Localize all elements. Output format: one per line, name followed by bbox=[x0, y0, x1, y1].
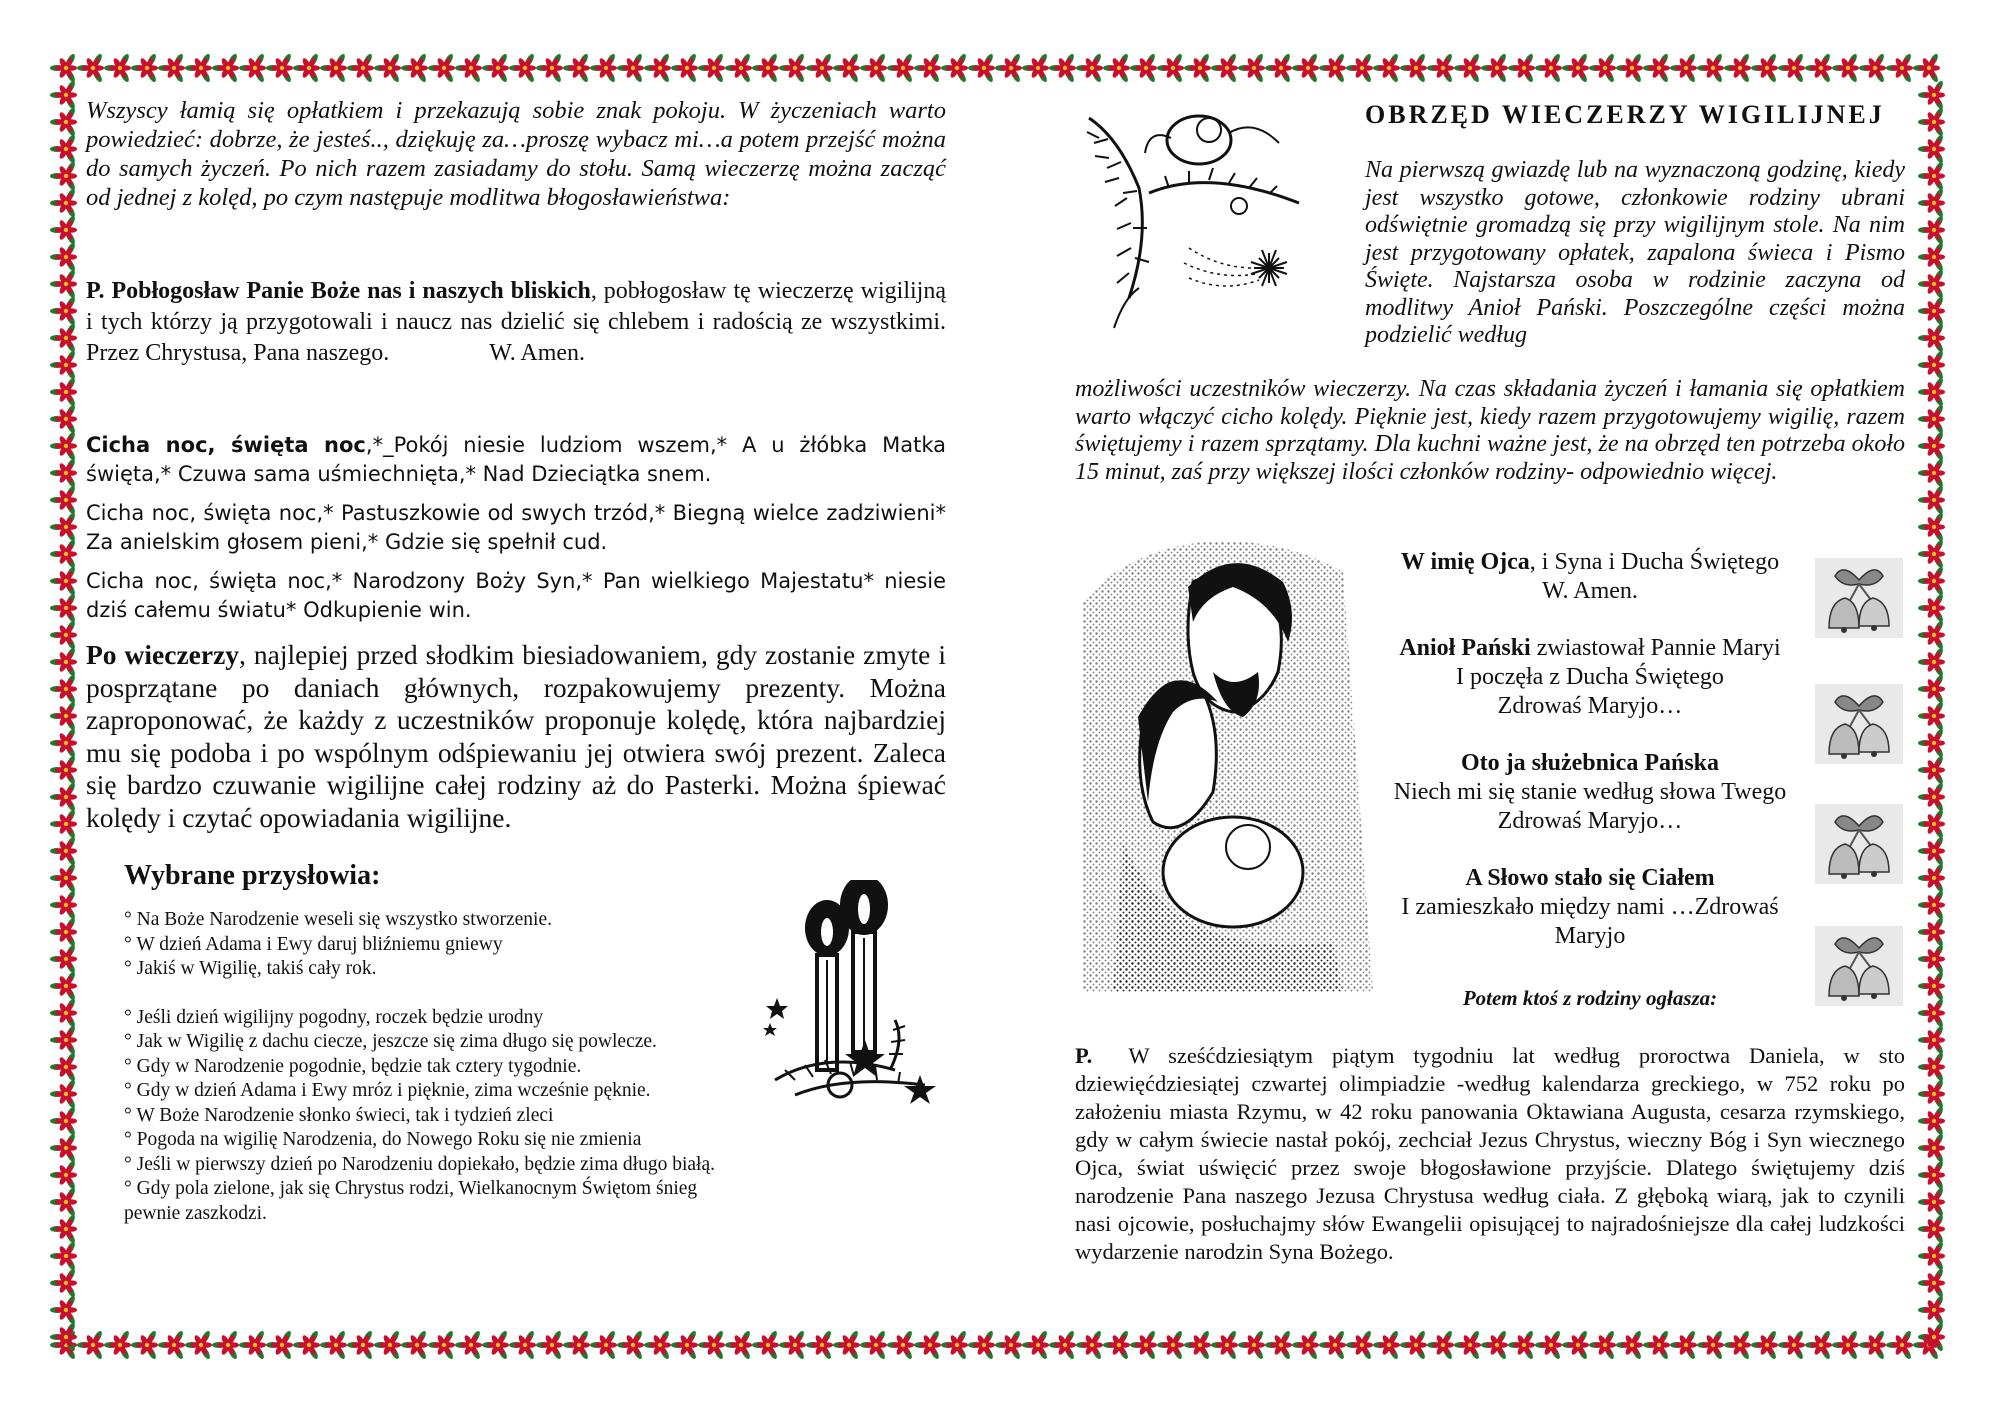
proverb-item: ° Jeśli w pierwszy dzień po Narodzeniu dopiekało, będzie zima długo białą. bbox=[124, 1153, 715, 1175]
poinsettia-icon bbox=[1346, 53, 1373, 84]
poinsettia-icon bbox=[1918, 1295, 1945, 1326]
carol-block bbox=[86, 431, 946, 625]
blessing-prayer bbox=[86, 276, 946, 369]
poinsettia-icon bbox=[1859, 53, 1886, 84]
poinsettia-icon bbox=[1918, 1214, 1945, 1245]
poinsettia-icon bbox=[1778, 53, 1805, 84]
poinsettia-icon bbox=[1535, 1330, 1562, 1361]
poinsettia-icon bbox=[77, 53, 104, 84]
poinsettia-icon bbox=[1918, 836, 1945, 867]
poinsettia-icon bbox=[1130, 53, 1157, 84]
angelus-verse-line3: Zdrowaś Maryjo… bbox=[1497, 693, 1683, 719]
poinsettia-icon bbox=[725, 53, 752, 84]
poinsettia-icon bbox=[1130, 1330, 1157, 1361]
poinsettia-icon bbox=[347, 1330, 374, 1361]
poinsettia-icon bbox=[1481, 53, 1508, 84]
poinsettia-icon bbox=[779, 1330, 806, 1361]
poinsettia-icon bbox=[1918, 593, 1945, 624]
poinsettia-icon bbox=[671, 53, 698, 84]
poinsettia-icon bbox=[1913, 53, 1940, 84]
carol-verse-1-bold: Cicha noc, święta noc bbox=[86, 433, 366, 457]
poinsettia-icon bbox=[914, 1330, 941, 1361]
poinsettia-icon bbox=[1918, 566, 1945, 597]
poinsettia-icon bbox=[1918, 134, 1945, 165]
poinsettia-icon bbox=[509, 53, 536, 84]
poinsettia-icon bbox=[1805, 1330, 1832, 1361]
poinsettia-icon bbox=[1481, 1330, 1508, 1361]
poinsettia-icon bbox=[1265, 1330, 1292, 1361]
poinsettia-icon bbox=[1918, 1052, 1945, 1083]
poinsettia-icon bbox=[1589, 1330, 1616, 1361]
proverb-item: ° W Boże Narodzenie słonko świeci, tak i tydzień zleci bbox=[124, 1104, 554, 1126]
poinsettia-icon bbox=[50, 917, 77, 948]
angelus-verse-bold: Anioł Pański bbox=[1399, 635, 1531, 661]
poinsettia-icon bbox=[185, 1330, 212, 1361]
poinsettia-icon bbox=[1918, 917, 1945, 948]
poinsettia-icon bbox=[50, 512, 77, 543]
poinsettia-icon bbox=[1918, 647, 1945, 678]
proverb-item: ° Gdy w dzień Adama i Ewy mróz i pięknie, zima wcześnie pęknie. bbox=[124, 1080, 651, 1101]
poinsettia-icon bbox=[50, 296, 77, 327]
poinsettia-icon bbox=[455, 53, 482, 84]
poinsettia-icon bbox=[50, 485, 77, 516]
poinsettia-icon bbox=[239, 1330, 266, 1361]
poinsettia-icon bbox=[1918, 674, 1945, 705]
poinsettia-icon bbox=[239, 53, 266, 84]
holy-family-illustration bbox=[1083, 542, 1373, 992]
poinsettia-icon bbox=[1918, 107, 1945, 138]
poinsettia-icon bbox=[1918, 1160, 1945, 1191]
poinsettia-icon bbox=[671, 1330, 698, 1361]
poinsettia-icon bbox=[1778, 1330, 1805, 1361]
poinsettia-icon bbox=[50, 782, 77, 813]
poinsettia-icon bbox=[1918, 215, 1945, 246]
poinsettia-icon bbox=[887, 53, 914, 84]
poinsettia-icon bbox=[374, 53, 401, 84]
poinsettia-icon bbox=[1319, 53, 1346, 84]
poinsettia-icon bbox=[1918, 323, 1945, 354]
poinsettia-icon bbox=[860, 53, 887, 84]
angelus-verse bbox=[1375, 864, 1805, 951]
poinsettia-icon bbox=[50, 161, 77, 192]
poinsettia-icon bbox=[50, 188, 77, 219]
poinsettia-icon bbox=[50, 620, 77, 651]
poinsettia-icon bbox=[1859, 1330, 1886, 1361]
poinsettia-icon bbox=[941, 1330, 968, 1361]
poinsettia-icon bbox=[752, 53, 779, 84]
poinsettia-icon bbox=[1400, 53, 1427, 84]
poinsettia-icon bbox=[50, 863, 77, 894]
poinsettia-icon bbox=[509, 1330, 536, 1361]
poinsettia-icon bbox=[1832, 53, 1859, 84]
poinsettia-icon bbox=[1918, 998, 1945, 1029]
poinsettia-icon bbox=[1049, 1330, 1076, 1361]
angelus-verse bbox=[1375, 749, 1805, 836]
poinsettia-icon bbox=[1427, 1330, 1454, 1361]
poinsettia-icon bbox=[1918, 431, 1945, 462]
poinsettia-icon bbox=[455, 1330, 482, 1361]
rite-paragraph-part1: Na pierwszą gwiazdę lub na wyznaczoną godzinę, kiedy jest wszystko gotowe, członkowie rodziny ubrani odświętnie gromadzą się przy wigilijnym stole. Na nim jest przygotowany opłatek, zapalona świeca i Pismo Święte. Najstarsza osoba w rodzinie zaczyna od modlitwy Anioł Pański. Poszczególne części można podzielić według bbox=[1365, 157, 1905, 348]
poinsettia-icon bbox=[1918, 1187, 1945, 1218]
poinsettia-icon bbox=[752, 1330, 779, 1361]
poinsettia-icon bbox=[1076, 1330, 1103, 1361]
poinsettia-icon bbox=[1508, 53, 1535, 84]
poinsettia-icon bbox=[50, 242, 77, 273]
proverb-item: ° Jak w Wigilię z dachu ciecze, jeszcze się zima długo się powlecze. bbox=[124, 1031, 657, 1052]
poinsettia-icon bbox=[1918, 728, 1945, 759]
poinsettia-icon bbox=[77, 1330, 104, 1361]
angelus-verse-bold: A Słowo stało się Ciałem bbox=[1465, 865, 1715, 891]
poinsettia-icon bbox=[1918, 539, 1945, 570]
poinsettia-icon bbox=[1562, 53, 1589, 84]
poinsettia-icon bbox=[617, 1330, 644, 1361]
poinsettia-icon bbox=[1918, 458, 1945, 489]
proverb-item: ° Pogoda na wigilię Narodzenia, do Nowego Roku się nie zmienia bbox=[124, 1129, 642, 1150]
poinsettia-icon bbox=[1292, 1330, 1319, 1361]
poinsettia-icon bbox=[1918, 1106, 1945, 1137]
poinsettia-icon bbox=[779, 53, 806, 84]
poinsettia-icon bbox=[50, 944, 77, 975]
poinsettia-icon bbox=[1918, 1268, 1945, 1299]
poinsettia-icon bbox=[401, 53, 428, 84]
proverb-item: ° Jeśli dzień wigilijny pogodny, roczek będzie urodny bbox=[124, 1006, 544, 1028]
poinsettia-icon bbox=[104, 1330, 131, 1361]
proverb-item: ° Gdy w Narodzenie pogodnie, będzie tak cztery tygodnie. bbox=[124, 1055, 582, 1077]
poinsettia-icon bbox=[1211, 53, 1238, 84]
poinsettia-icon bbox=[1918, 377, 1945, 408]
poinsettia-icon bbox=[50, 539, 77, 570]
candles-illustration bbox=[755, 880, 940, 1115]
poinsettia-icon bbox=[50, 80, 77, 111]
poinsettia-icon bbox=[1918, 512, 1945, 543]
angelus-verse-rest: zwiastował Pannie Maryi bbox=[1530, 635, 1781, 661]
poinsettia-icon bbox=[1508, 1330, 1535, 1361]
poinsettia-icon bbox=[50, 431, 77, 462]
angelus-verse-line3: Zdrowaś Maryjo… bbox=[1497, 808, 1683, 834]
poinsettia-icon bbox=[1805, 53, 1832, 84]
poinsettia-icon bbox=[563, 53, 590, 84]
poinsettia-icon bbox=[1832, 1330, 1859, 1361]
poinsettia-icon bbox=[1918, 890, 1945, 921]
poinsettia-icon bbox=[698, 53, 725, 84]
poinsettia-icon bbox=[320, 1330, 347, 1361]
poinsettia-icon bbox=[401, 1330, 428, 1361]
poinsettia-icon bbox=[617, 53, 644, 84]
poinsettia-icon bbox=[1918, 971, 1945, 1002]
poinsettia-icon bbox=[1562, 1330, 1589, 1361]
poinsettia-icon bbox=[1724, 53, 1751, 84]
poinsettia-icon bbox=[1373, 53, 1400, 84]
poinsettia-icon bbox=[1918, 755, 1945, 786]
poinsettia-icon bbox=[50, 269, 77, 300]
poinsettia-icon bbox=[1918, 404, 1945, 435]
poinsettia-icon bbox=[563, 1330, 590, 1361]
poinsettia-icon bbox=[482, 53, 509, 84]
poinsettia-icon bbox=[1918, 620, 1945, 651]
proverb-item: ° Gdy pola zielone, jak się Chrystus rodzi, Wielkanocnym Świętom śnieg bbox=[124, 1178, 698, 1199]
poinsettia-icon bbox=[806, 1330, 833, 1361]
sign-of-cross bbox=[1375, 548, 1805, 606]
poinsettia-icon bbox=[698, 1330, 725, 1361]
poinsettia-icon bbox=[212, 1330, 239, 1361]
poinsettia-icon bbox=[887, 1330, 914, 1361]
announcement-line: Potem ktoś z rodziny ogłasza: bbox=[1462, 986, 1718, 1010]
poinsettia-icon bbox=[50, 377, 77, 408]
poinsettia-icon bbox=[1103, 53, 1130, 84]
poinsettia-icon bbox=[1918, 1133, 1945, 1164]
blessing-text: , pobłogosław tę wieczerzę wigilijną i tych którzy ją przygotowali i naucz nas dzielić się chlebem i radością ze wszystkimi. Przez Chrystusa, Pana naszego. bbox=[86, 278, 946, 366]
poinsettia-icon bbox=[995, 1330, 1022, 1361]
poinsettia-icon bbox=[1589, 53, 1616, 84]
poinsettia-icon bbox=[50, 458, 77, 489]
poinsettia-icon bbox=[50, 971, 77, 1002]
gospel-proclamation bbox=[1075, 1042, 1905, 1266]
poinsettia-icon bbox=[1918, 296, 1945, 327]
proverb-item: pewnie zaszkodzi. bbox=[124, 1202, 267, 1224]
poinsettia-icon bbox=[266, 1330, 293, 1361]
poinsettia-icon bbox=[1918, 1079, 1945, 1110]
poinsettia-icon bbox=[104, 53, 131, 84]
poinsettia-icon bbox=[1373, 1330, 1400, 1361]
poinsettia-icon bbox=[1643, 53, 1670, 84]
poinsettia-icon bbox=[941, 53, 968, 84]
poinsettia-icon bbox=[1427, 53, 1454, 84]
poinsettia-icon bbox=[1670, 53, 1697, 84]
poinsettia-icon bbox=[50, 107, 77, 138]
poinsettia-icon bbox=[1454, 53, 1481, 84]
proverb-item: ° W dzień Adama i Ewy daruj bliźniemu gniewy bbox=[124, 933, 503, 955]
poinsettia-icon bbox=[1616, 1330, 1643, 1361]
poinsettia-icon bbox=[1918, 944, 1945, 975]
poinsettia-icon bbox=[1697, 1330, 1724, 1361]
poinsettia-icon bbox=[1918, 188, 1945, 219]
bells-icon bbox=[1815, 926, 1903, 1006]
poinsettia-icon bbox=[1157, 53, 1184, 84]
poinsettia-icon bbox=[50, 1079, 77, 1110]
rite-paragraph-part2: możliwości uczestników wieczerzy. Na czas składania życzeń i łamania się opłatkiem warto włączyć cicho kolędy. Pięknie jest, kiedy razem przygotowujemy wigilię, razem świętujemy i razem sprzątamy. Dla kuchni ważne jest, że na obrzęd ten potrzeba około 15 minut, zaś przy większej ilości członków rodziny- odpowiednio więcej. bbox=[1075, 376, 1905, 485]
poinsettia-icon bbox=[50, 53, 77, 84]
poinsettia-icon bbox=[1535, 53, 1562, 84]
angelus-verse-line2: I zamieszkało między nami …Zdrowaś Maryjo bbox=[1401, 894, 1779, 949]
poinsettia-icon bbox=[968, 1330, 995, 1361]
poinsettia-icon bbox=[50, 1106, 77, 1137]
poinsettia-icon bbox=[50, 1268, 77, 1299]
proverb-item: ° Jakiś w Wigilię, takiś cały rok. bbox=[124, 958, 377, 979]
poinsettia-icon bbox=[1918, 863, 1945, 894]
carol-verse-3: Cicha noc, święta noc,* Narodzony Boży Syn,* Pan wielkiego Majestatu* niesie dziś całemu światu* Odkupienie win. bbox=[86, 569, 946, 622]
poinsettia-icon bbox=[1724, 1330, 1751, 1361]
poinsettia-icon bbox=[1238, 1330, 1265, 1361]
poinsettia-icon bbox=[1918, 242, 1945, 273]
intro-paragraph: Wszyscy łamią się opłatkiem i przekazują sobie znak pokoju. W życzeniach warto powiedzieć: dobrze, że jesteś.., dziękuję za…proszę wybacz mi…a potem przejść można do samych życzeń. Po nich razem zasiadamy do stołu. Samą wieczerzę można zacząć od jednej z kolęd, po czym następuje modlitwa błogosławieństwa: bbox=[86, 97, 946, 211]
poinsettia-icon bbox=[158, 53, 185, 84]
poinsettia-icon bbox=[158, 1330, 185, 1361]
poinsettia-icon bbox=[590, 1330, 617, 1361]
poinsettia-icon bbox=[428, 53, 455, 84]
sign-amen: W. Amen. bbox=[1542, 578, 1638, 604]
poinsettia-icon bbox=[1697, 53, 1724, 84]
gospel-bold: P. bbox=[1075, 1043, 1093, 1068]
poinsettia-icon bbox=[914, 53, 941, 84]
poinsettia-icon bbox=[50, 1187, 77, 1218]
poinsettia-icon bbox=[1751, 1330, 1778, 1361]
poinsettia-icon bbox=[50, 998, 77, 1029]
poinsettia-icon bbox=[212, 53, 239, 84]
poinsettia-icon bbox=[1076, 53, 1103, 84]
poinsettia-icon bbox=[644, 53, 671, 84]
after-supper-text: , najlepiej przed słodkim biesiadowaniem, gdy zostanie zmyte i posprzątane po daniach głównych, rozpakowujemy prezenty. Można zaproponować, że każdy z uczestników proponuje kolędę, która najbardziej mu się podoba i po wspólnym odśpiewaniu jej otwiera swój prezent. Zaleca się bardzo czuwanie wigilijne całej rodziny aż do Pasterki. Można śpiewać kolędy i czytać opowiadania wigilijne. bbox=[86, 639, 946, 833]
angelus-verse-line2: Niech mi się stanie według słowa Twego bbox=[1393, 779, 1787, 805]
page-title: OBRZĘD WIECZERZY WIGILIJNEJ bbox=[1365, 100, 1885, 129]
poinsettia-icon bbox=[50, 1052, 77, 1083]
bells-icon bbox=[1815, 804, 1903, 884]
poinsettia-icon bbox=[50, 1241, 77, 1272]
poinsettia-icon bbox=[1454, 1330, 1481, 1361]
poinsettia-icon bbox=[1918, 350, 1945, 381]
poinsettia-icon bbox=[1022, 1330, 1049, 1361]
poinsettia-icon bbox=[131, 1330, 158, 1361]
poinsettia-icon bbox=[1751, 53, 1778, 84]
poinsettia-icon bbox=[131, 53, 158, 84]
carol-verse-1 bbox=[86, 431, 946, 489]
poinsettia-icon bbox=[50, 701, 77, 732]
angel-illustration bbox=[1079, 98, 1334, 338]
poinsettia-icon bbox=[50, 755, 77, 786]
angelus-verse-line2: I poczęła z Ducha Świętego bbox=[1456, 664, 1724, 690]
poinsettia-icon bbox=[50, 647, 77, 678]
poinsettia-icon bbox=[374, 1330, 401, 1361]
poinsettia-icon bbox=[536, 1330, 563, 1361]
bells-icon bbox=[1815, 558, 1903, 638]
poinsettia-icon bbox=[644, 1330, 671, 1361]
poinsettia-icon bbox=[725, 1330, 752, 1361]
poinsettia-icon bbox=[185, 53, 212, 84]
poinsettia-icon bbox=[50, 809, 77, 840]
blessing-amen: W. Amen. bbox=[489, 340, 586, 366]
poinsettia-icon bbox=[50, 134, 77, 165]
after-supper-paragraph bbox=[86, 639, 946, 834]
poinsettia-icon bbox=[50, 215, 77, 246]
poinsettia-icon bbox=[1211, 1330, 1238, 1361]
poinsettia-icon bbox=[1670, 1330, 1697, 1361]
poinsettia-icon bbox=[50, 890, 77, 921]
poinsettia-icon bbox=[50, 404, 77, 435]
poinsettia-icon bbox=[1918, 1025, 1945, 1056]
poinsettia-icon bbox=[1184, 1330, 1211, 1361]
after-supper-bold: Po wieczerzy bbox=[86, 639, 240, 670]
poinsettia-icon bbox=[1400, 1330, 1427, 1361]
sign-text: , i Syna i Ducha Świętego bbox=[1529, 549, 1780, 575]
poinsettia-icon bbox=[1918, 782, 1945, 813]
poinsettia-icon bbox=[968, 53, 995, 84]
poinsettia-icon bbox=[50, 1160, 77, 1191]
poinsettia-icon bbox=[50, 593, 77, 624]
poinsettia-icon bbox=[1238, 53, 1265, 84]
poinsettia-icon bbox=[1292, 53, 1319, 84]
poinsettia-icon bbox=[1918, 809, 1945, 840]
poinsettia-icon bbox=[833, 53, 860, 84]
angelus-verse-bold: Oto ja służebnica Pańska bbox=[1460, 750, 1720, 776]
poinsettia-icon bbox=[50, 836, 77, 867]
sign-bold: W imię Ojca bbox=[1400, 549, 1530, 575]
poinsettia-icon bbox=[320, 53, 347, 84]
blessing-bold: P. Pobłogosław Panie Boże nas i naszych bliskich bbox=[86, 278, 591, 304]
proverbs-title: Wybrane przysłowia: bbox=[124, 860, 381, 891]
poinsettia-icon bbox=[482, 1330, 509, 1361]
poinsettia-icon bbox=[1319, 1330, 1346, 1361]
poinsettia-icon bbox=[860, 1330, 887, 1361]
gospel-text: W sześćdziesiątym piątym tygodniu lat według proroctwa Daniela, w sto dziewięćdziesiątej czwartej olimpiadzie -według kalendarza greckiego, w 752 roku po założeniu miasta Rzymu, w 42 roku panowania Oktawiana Augusta, cesarza rzymskiego, gdy w całym świecie nastał pokój, zechciał Jezus Chrystus, wieczny Bóg i Syn wiecznego Ojca, świat uświęcić przez swoje błogosławione przyjście. Dlatego świętujemy dziś narodzenie Pana naszego Jezusa Chrystusa według ciała. Z głęboką wiarą, jak to czynili nasi ojcowie, posłuchajmy słów Ewangelii opisującej to najradośniejsze dla całej ludzkości wydarzenie narodzin Syna Bożego. bbox=[1075, 1043, 1905, 1264]
angelus-prayers bbox=[1375, 548, 1805, 979]
angelus-verse bbox=[1375, 634, 1805, 721]
poinsettia-icon bbox=[50, 1133, 77, 1164]
poinsettia-icon bbox=[995, 53, 1022, 84]
poinsettia-icon bbox=[428, 1330, 455, 1361]
poinsettia-icon bbox=[1918, 701, 1945, 732]
poinsettia-icon bbox=[50, 1214, 77, 1245]
proverb-item: ° Na Boże Narodzenie weseli się wszystko stworzenie. bbox=[124, 909, 552, 930]
poinsettia-icon bbox=[1184, 53, 1211, 84]
poinsettia-icon bbox=[806, 53, 833, 84]
poinsettia-icon bbox=[1918, 80, 1945, 111]
poinsettia-icon bbox=[1103, 1330, 1130, 1361]
poinsettia-icon bbox=[50, 1025, 77, 1056]
bells-icon bbox=[1815, 684, 1903, 764]
poinsettia-icon bbox=[50, 350, 77, 381]
poinsettia-icon bbox=[50, 323, 77, 354]
poinsettia-icon bbox=[1918, 269, 1945, 300]
poinsettia-icon bbox=[1022, 53, 1049, 84]
carol-verse-2: Cicha noc, święta noc,* Pastuszkowie od swych trzód,* Biegną wielce zadziwieni* Za anielskim głosem pieni,* Gdzie się spełnił cud. bbox=[86, 501, 946, 554]
poinsettia-icon bbox=[1886, 53, 1913, 84]
poinsettia-icon bbox=[1918, 485, 1945, 516]
poinsettia-icon bbox=[1643, 1330, 1670, 1361]
poinsettia-icon bbox=[1346, 1330, 1373, 1361]
poinsettia-icon bbox=[266, 53, 293, 84]
poinsettia-icon bbox=[347, 53, 374, 84]
poinsettia-icon bbox=[536, 53, 563, 84]
carol-verse-1-text: ,*_Pokój niesie ludziom wszem,* A u żłóbka Matka święta,* Czuwa sama uśmiechnięta,* Nad Dzieciątka snem. bbox=[86, 433, 947, 486]
poinsettia-icon bbox=[50, 674, 77, 705]
poinsettia-icon bbox=[50, 728, 77, 759]
poinsettia-icon bbox=[293, 53, 320, 84]
poinsettia-icon bbox=[293, 1330, 320, 1361]
poinsettia-icon bbox=[1886, 1330, 1913, 1361]
poinsettia-icon bbox=[50, 566, 77, 597]
poinsettia-icon bbox=[590, 53, 617, 84]
poinsettia-icon bbox=[833, 1330, 860, 1361]
poinsettia-icon bbox=[1616, 53, 1643, 84]
poinsettia-icon bbox=[1918, 1241, 1945, 1272]
poinsettia-icon bbox=[1157, 1330, 1184, 1361]
poinsettia-icon bbox=[50, 1295, 77, 1326]
poinsettia-icon bbox=[1049, 53, 1076, 84]
poinsettia-icon bbox=[1918, 161, 1945, 192]
poinsettia-icon bbox=[1265, 53, 1292, 84]
